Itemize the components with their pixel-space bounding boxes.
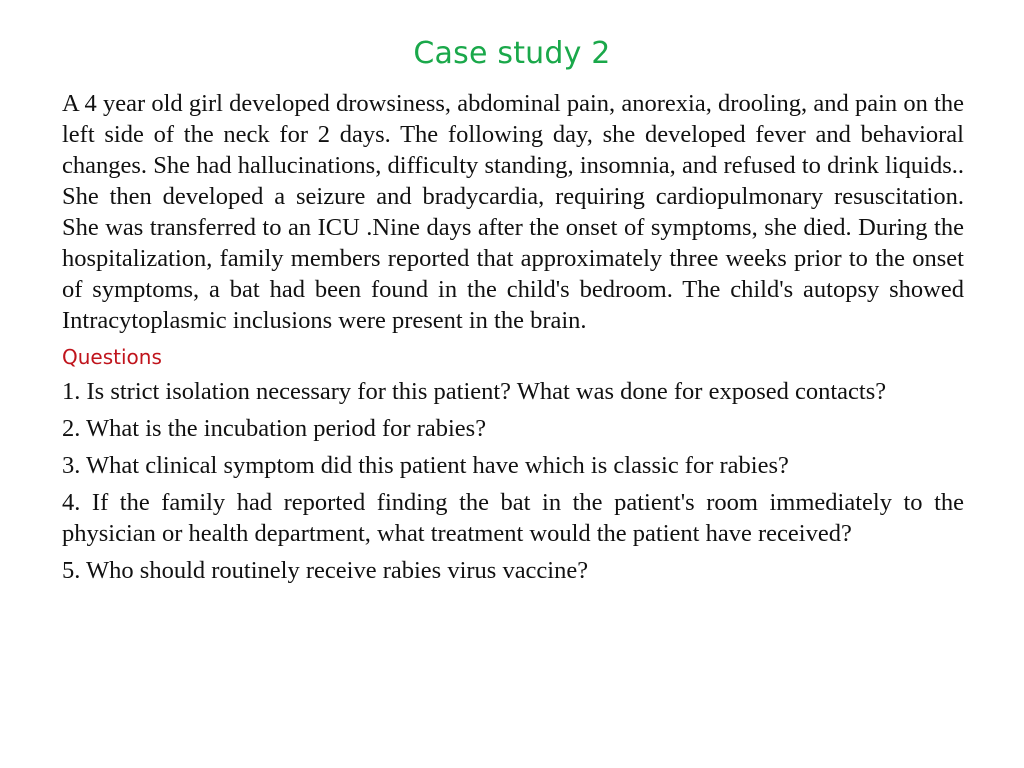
- question-item: 2. What is the incubation period for rabies?: [62, 415, 487, 442]
- question-item: 3. What clinical symptom did this patient have which is classic for rabies?: [62, 452, 789, 479]
- question-item: 5. Who should routinely receive rabies virus vaccine?: [62, 557, 589, 584]
- questions-heading: Questions: [62, 345, 162, 369]
- question-item: 4. If the family had reported finding the bat in the patient's room immediately to the physician or health department, what treatment would the patient have received?: [62, 489, 964, 547]
- slide-body: [62, 88, 964, 592]
- case-description: A 4 year old girl developed drowsiness, abdominal pain, anorexia, drooling, and pain on the left side of the neck for 2 days. The following day, she developed fever and behavioral changes. She had hallucinations, difficulty standing, insomnia, and refused to drink liquids.. She then developed a seizure and bradycardia, requiring cardiopulmonary resuscitation. She was transferred to an ICU .Nine days after the onset of symptoms, she died. During the hospitalization, family members reported that approximately three weeks prior to the onset of symptoms, a bat had been found in the child's bedroom. The child's autopsy showed Intracytoplasmic inclusions were present in the brain.: [62, 90, 964, 334]
- question-item: 1. Is strict isolation necessary for this patient? What was done for exposed contacts?: [62, 378, 887, 405]
- slide-title: Case study 2: [413, 36, 611, 71]
